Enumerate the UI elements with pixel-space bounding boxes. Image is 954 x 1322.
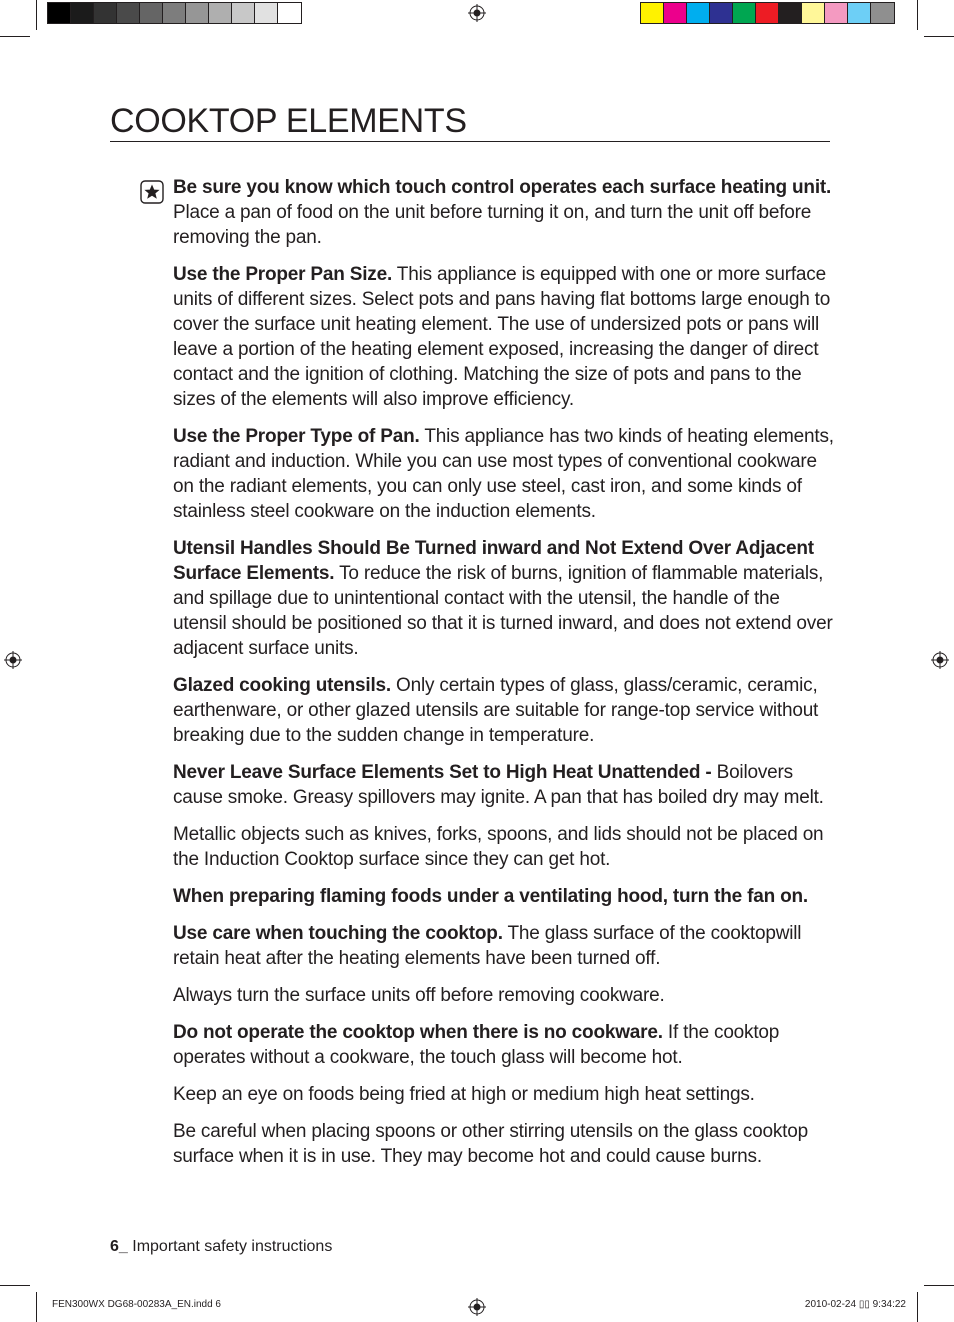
instruction-text: This appliance has two kinds of heating elements, radiant and induction. While you can use most types of conventional cookware on the radiant elements, you can only use steel, cast iron, and some kinds of stainless steel cookware on the induction elements. — [173, 426, 834, 522]
registration-mark-icon — [931, 651, 949, 669]
instruction-heading: Do not operate the cooktop when there is no cookware. — [173, 1022, 663, 1043]
instruction-heading: Use the Proper Pan Size. — [173, 264, 393, 285]
crop-mark — [917, 1292, 918, 1322]
color-swatch — [756, 3, 779, 23]
instruction-heading: Use care when touching the cooktop. — [173, 923, 503, 944]
instruction-paragraph — [173, 536, 835, 661]
color-swatch — [641, 3, 664, 23]
color-swatch-bar — [640, 2, 895, 24]
instruction-paragraph — [173, 983, 835, 1008]
page-footer — [110, 1238, 332, 1256]
crop-mark — [0, 1285, 30, 1286]
footer-section-title: Important safety instructions — [127, 1238, 333, 1255]
page-title: COOKTOP ELEMENTS — [110, 101, 830, 142]
color-swatch — [710, 3, 733, 23]
slug-timestamp: 2010-02-24 ▯▯ 9:34:22 — [804, 1299, 906, 1310]
instruction-paragraph — [173, 175, 835, 250]
color-swatch — [117, 3, 140, 23]
registration-mark-icon — [468, 4, 486, 22]
instruction-text: Only certain types of glass, glass/ceramic, ceramic, earthenware, or other glazed utensils are suitable for range-top service without breaking due to the sudden change in temperature. — [173, 675, 819, 746]
color-swatch — [232, 3, 255, 23]
color-swatch — [94, 3, 117, 23]
gray-swatch-bar — [47, 2, 302, 24]
registration-mark-icon — [468, 1298, 486, 1316]
crop-mark — [924, 1285, 954, 1286]
instruction-text: Boilovers cause smoke. Greasy spillovers may ignite. A pan that has boiled dry may melt. — [173, 762, 824, 808]
instruction-heading: Glazed cooking utensils. — [173, 675, 391, 696]
slug-filename: FEN300WX DG68-00283A_EN.indd 6 — [52, 1299, 221, 1310]
color-swatch — [825, 3, 848, 23]
instruction-heading: Use the Proper Type of Pan. — [173, 426, 420, 447]
crop-mark — [0, 36, 30, 37]
instruction-text: If the cooktop operates without a cookware, the touch glass will become hot. — [173, 1022, 780, 1068]
instruction-heading: When preparing flaming foods under a ventilating hood, turn the fan on. — [173, 886, 808, 907]
page-number: 6_ — [110, 1238, 128, 1255]
instruction-text: Be careful when placing spoons or other stirring utensils on the glass cooktop surface when it is in use. They may become hot and could cause burns. — [173, 1121, 808, 1167]
warning-star-icon — [140, 180, 164, 204]
instruction-text: Always turn the surface units off before removing cookware. — [173, 985, 665, 1006]
color-swatch — [687, 3, 710, 23]
color-swatch — [733, 3, 756, 23]
color-swatch — [186, 3, 209, 23]
color-swatch — [802, 3, 825, 23]
instruction-paragraph — [173, 424, 835, 524]
color-swatch — [278, 3, 301, 23]
color-swatch — [48, 3, 71, 23]
instruction-text: To reduce the risk of burns, ignition of flammable materials, and spillage due to unintentional contact with the utensil, the handle of the utensil should be positioned so that it is turned inward, and does not extend over adjacent surface units. — [173, 563, 833, 659]
instruction-text: Place a pan of food on the unit before turning it on, and turn the unit off before removing the pan. — [173, 202, 812, 248]
color-swatch — [871, 3, 894, 23]
instruction-paragraph — [173, 1119, 835, 1169]
instruction-text: Keep an eye on foods being fried at high or medium high heat settings. — [173, 1084, 755, 1105]
instruction-paragraph — [173, 1082, 835, 1107]
instruction-paragraph — [173, 760, 835, 810]
crop-mark — [924, 36, 954, 37]
instruction-paragraph — [173, 921, 835, 971]
color-swatch — [848, 3, 871, 23]
color-swatch — [779, 3, 802, 23]
instruction-paragraph — [173, 822, 835, 872]
instruction-paragraph — [173, 673, 835, 748]
instruction-heading: Never Leave Surface Elements Set to High Heat Unattended - — [173, 762, 712, 783]
color-swatch — [209, 3, 232, 23]
crop-mark — [917, 0, 918, 30]
safety-instructions — [173, 175, 835, 1181]
instruction-text: Metallic objects such as knives, forks, spoons, and lids should not be placed on the Induction Cooktop surface since they can get hot. — [173, 824, 824, 870]
instruction-heading: Be sure you know which touch control operates each surface heating unit. — [173, 177, 832, 198]
crop-mark — [36, 1292, 37, 1322]
instruction-text: The glass surface of the cooktopwill retain heat after the heating elements have been turned off. — [173, 923, 802, 969]
instruction-paragraph — [173, 1020, 835, 1070]
color-swatch — [255, 3, 278, 23]
color-swatch — [71, 3, 94, 23]
instruction-heading: Utensil Handles Should Be Turned inward and Not Extend Over Adjacent Surface Elements. — [173, 538, 814, 584]
crop-mark — [36, 0, 37, 30]
color-swatch — [163, 3, 186, 23]
instruction-text: This appliance is equipped with one or more surface units of different sizes. Select pots and pans having flat bottoms large enough to cover the surface unit heating element. The use of undersized pots or pans will leave a portion of the heating element exposed, increasing the danger of direct contact and the ignition of clothing. Matching the size of pots and pans to the sizes of the elements will also improve efficiency. — [173, 264, 831, 410]
color-swatch — [140, 3, 163, 23]
instruction-paragraph — [173, 884, 835, 909]
registration-mark-icon — [4, 651, 22, 669]
color-swatch — [664, 3, 687, 23]
instruction-paragraph — [173, 262, 835, 412]
